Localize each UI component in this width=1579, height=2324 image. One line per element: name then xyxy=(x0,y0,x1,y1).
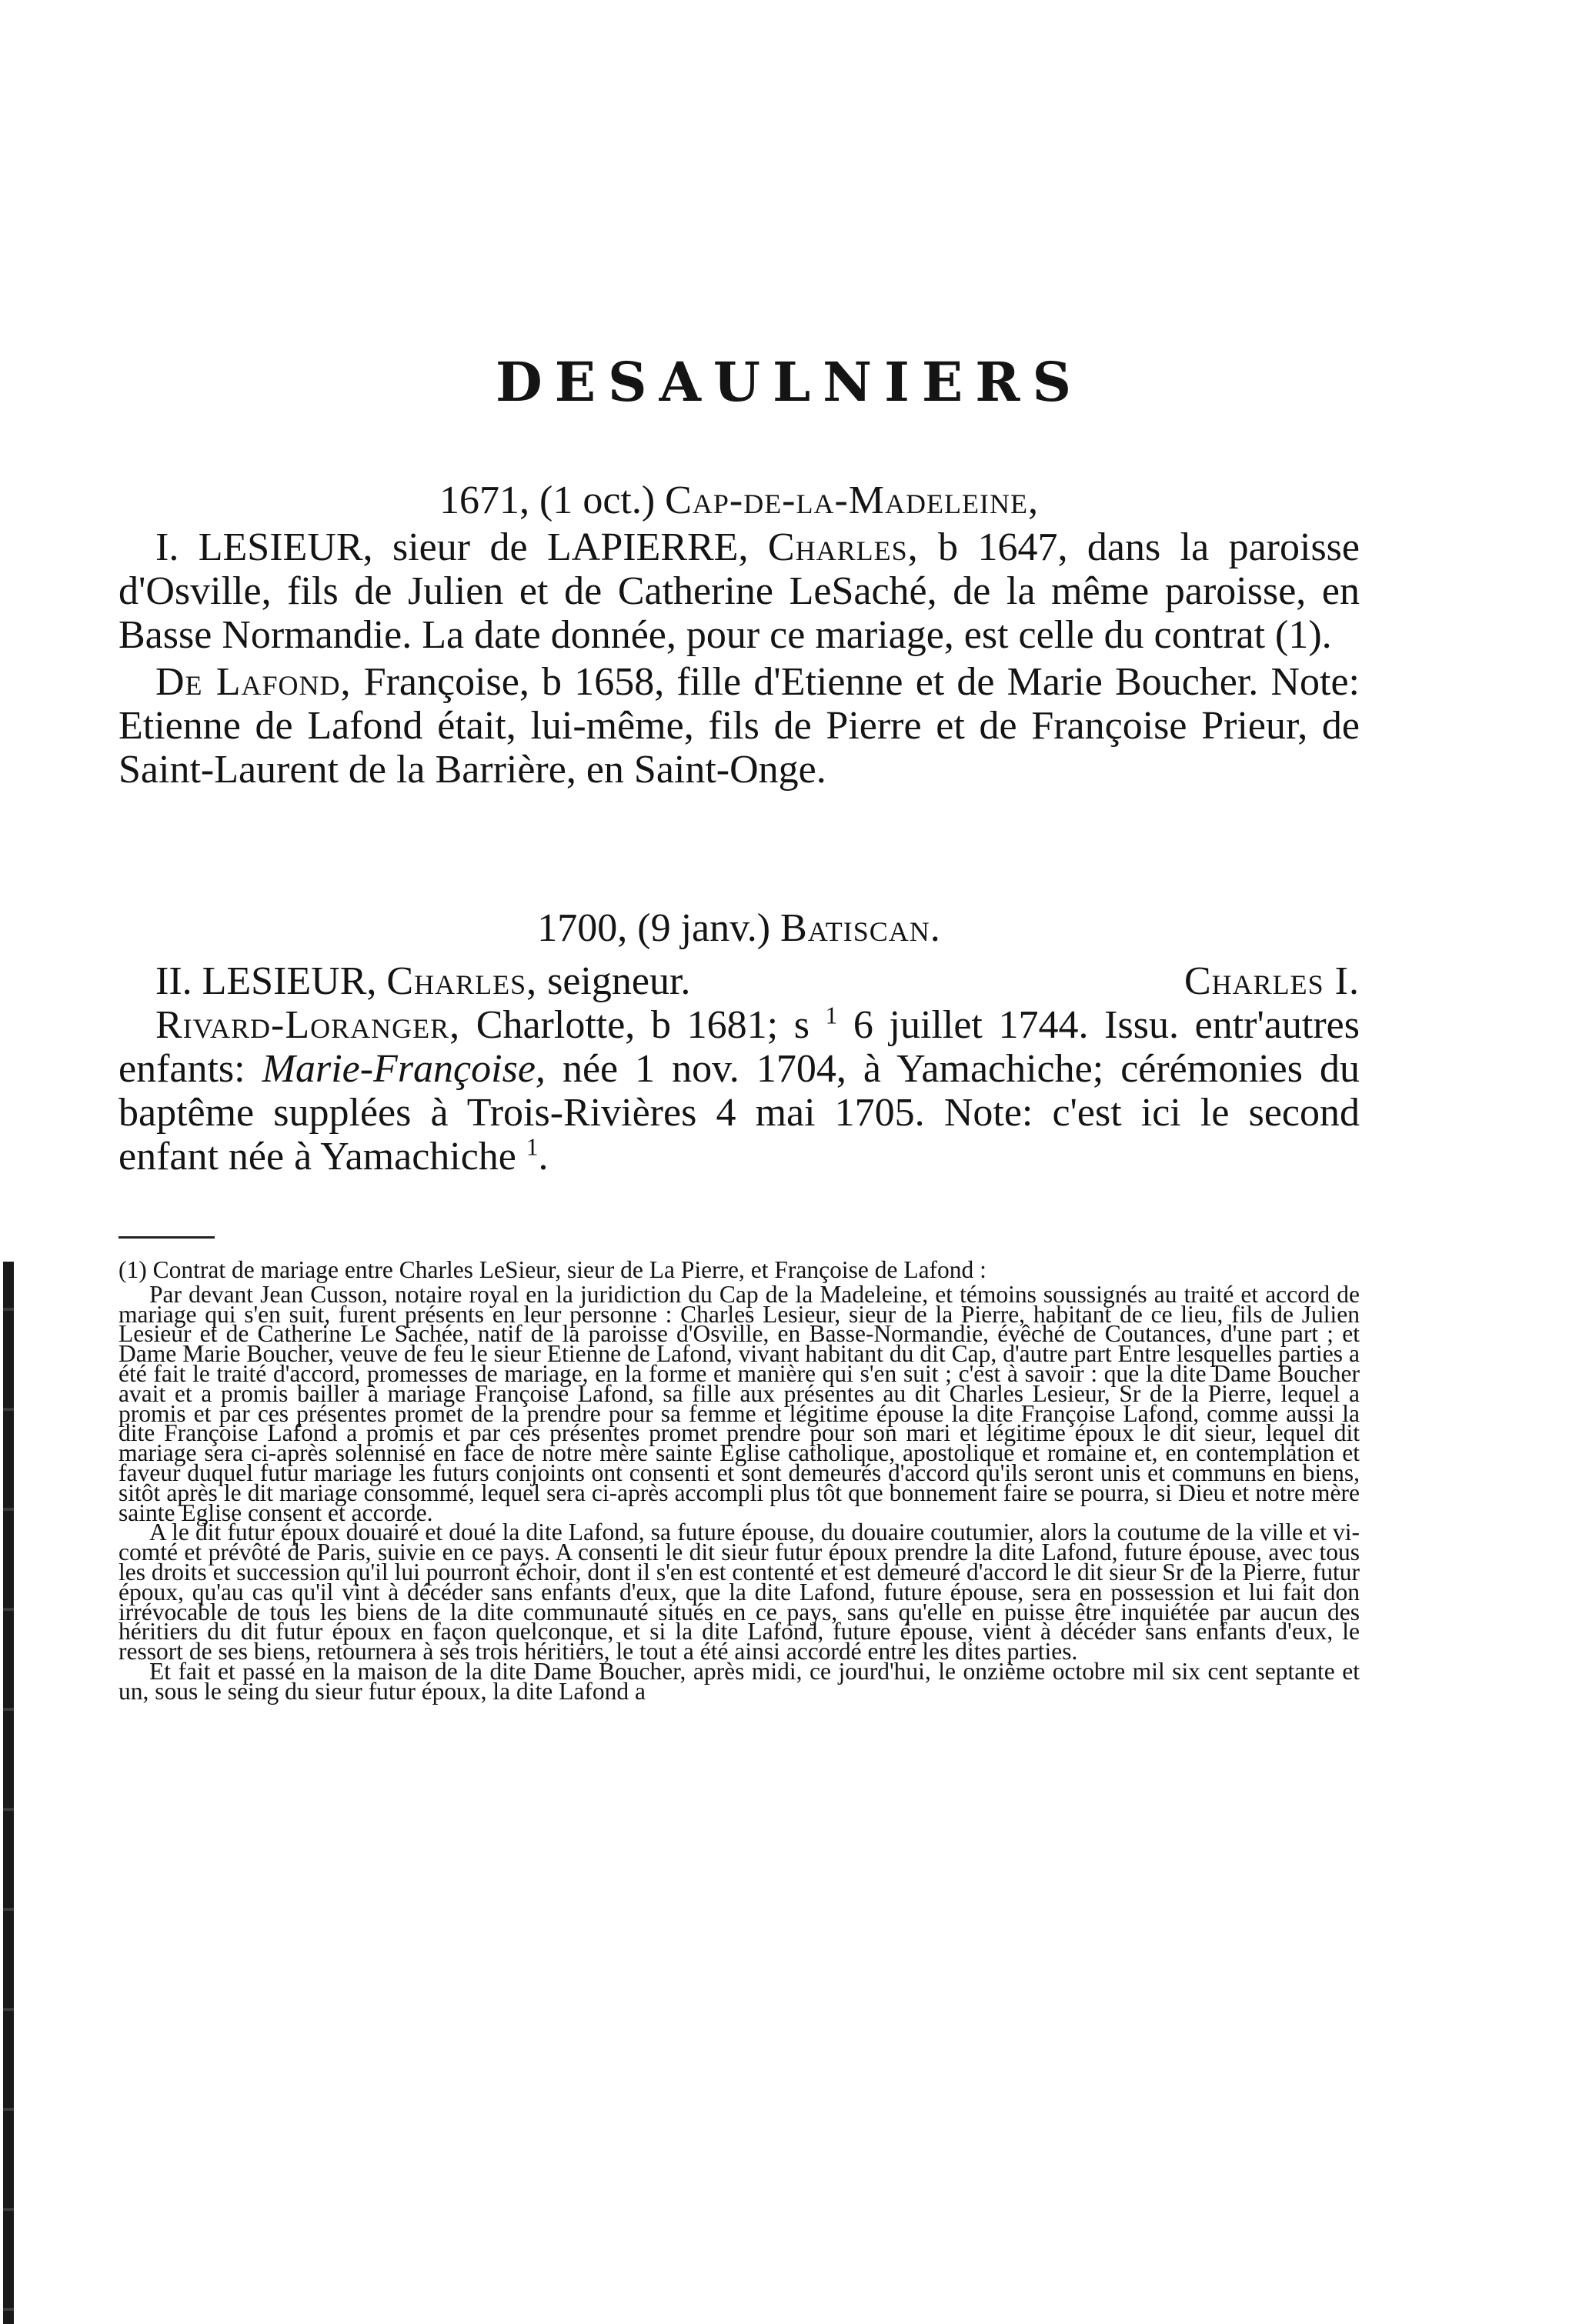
footnote-paragraph-3: Et fait et passé en la maison de la dite Dame Boucher, après midi, ce jourd'hui, le onzième octobre mil six cent septante et un, sous le seing du sieur futur époux, la dite Lafond a xyxy=(119,1657,1360,1705)
entry-2-date: 1700, (9 janv.) xyxy=(537,906,771,950)
husband-given-name: Charles, xyxy=(767,525,919,569)
husband-surname: LESIEUR, xyxy=(202,959,377,1003)
footnote-paragraph-1: Par devant Jean Cusson, notaire royal en la juridiction du Cap de la Madeleine, et témoins soussignés au traité et accord de mariage qui s'en suit, furent présents en leur personne : Charles Lesieur, sieur de la Pierre, habitant de ce lieu, fils de Julien Lesieur et de Catherine Le Sachée, natif de la paroisse d'Osville, en Basse-Normandie, évêché de Coutances, d'une part ; et Dame Marie Boucher, veuve de feu le sieur Etienne de Lafond, vivant habitant du dit Cap, d'autre part Entre lesquelles parties a été fait le traité d'accord, promesses de mariage, en la forme et manière qui s'en suit ; c'est à savoir : que la dite Dame Boucher avait et a promis bailler à mariage Françoise Lafond, sa fille aux présentes au dit Charles Lesieur, Sr de la Pierre, lequel a promis et par ces présentes promet de la prendre pour sa femme et légitime épouse la dite Françoise Lafond, comme aussi la dite Françoise Lafond a promis et par ces présentes promet prendre pour son mari et légitime époux le dit sieur, lequel dit mariage sera ci-après solennisé en face de notre mère sainte Eglise catholique, apostolique et romaine et, en contemplation et faveur duquel futur mariage les futurs conjoints ont consenti et sont demeurés d'accord qu'ils seront unis et communs en biens, sitôt après le dit mariage consommé, lequel sera ci-après accompli plus tôt que bonnement faire se pourra, si Dieu et notre mère sainte Eglise consent et accorde. xyxy=(119,1280,1360,1526)
footnote xyxy=(119,1256,1360,1705)
generation-numeral: I. xyxy=(155,525,179,569)
entry-2-header xyxy=(119,906,1360,950)
entry-1-place: Cap-de-la-Madeleine, xyxy=(665,478,1039,522)
husband-title-text: sieur de xyxy=(372,525,547,569)
superscript-ref: 1 xyxy=(526,1133,539,1161)
child-name: Marie-Françoise, xyxy=(262,1047,546,1091)
husband-details: b 1647, dans la paroisse d'Osville, fils de Julien et de Catherine LeSaché, de la même paroisse, en Basse Normandie. La date donnée, pour ce mariage, est celle du contrat (1). xyxy=(119,525,1360,657)
wife-details: 6 juillet 1744. Issu. entr'autres enfants: xyxy=(119,1003,1360,1091)
footnote-paragraph-2: A le dit futur époux douairé et doué la dite Lafond, sa future épouse, du douaire coutumier, alors la coutume de la ville et vi-comté et prévôté de Paris, suivie en ce pays. A consenti le dit sieur futur époux prendre la dite Lafond, future épouse, avec tous les droits et succession qu'il lui pourront échoir, dont il s'en est contenté et est demeuré d'accord le dit sieur Sr de la Pierre, futur époux, qu'au cas qu'il vint à décéder sans enfants d'eux, que la dite Lafond, future épouse, sera en possession et lui fait don irrévocable de tous les biens de la dite communauté situés en ce pays, sans qu'elle en puisse être inquiétée par aucun des héritiers du dit futur époux en façon quelconque, et si la dite Lafond, future épouse, vient à décéder sans enfants d'eux, le ressort de ses biens, retournera à ses trois héritiers, le tout a été ainsi accordé entre les dites parties. xyxy=(119,1519,1360,1665)
entry-1 xyxy=(119,478,1360,792)
entry-2 xyxy=(119,906,1360,1179)
scan-edge-shadow xyxy=(3,1262,14,2324)
wife-details: Charlotte, b 1681; s xyxy=(460,1003,826,1047)
footnote-rule xyxy=(119,1236,215,1239)
father-reference: Charles I. xyxy=(1183,959,1360,1003)
husband-title-text: seigneur. xyxy=(537,959,691,1003)
wife-surname: De Lafond, xyxy=(155,660,352,704)
entry-1-wife xyxy=(119,660,1360,792)
superscript-ref: 1 xyxy=(825,1002,838,1029)
page-title: DESAULNIERS xyxy=(496,350,1083,414)
entry-2-husband xyxy=(119,959,1360,1003)
entry-1-husband xyxy=(119,525,1360,657)
punctuation: . xyxy=(538,1135,549,1179)
wife-details: née 1 nov. 1704, à Yamachiche; cérémonies du baptême supplées à Trois-Rivières 4 mai 1705. Note: c'est ici le second enfant née à Yamachiche xyxy=(119,1047,1360,1179)
husband-surname: LESIEUR, xyxy=(198,525,373,569)
husband-given-name: Charles, xyxy=(386,959,538,1003)
entry-2-wife xyxy=(119,1003,1360,1179)
wife-details: Françoise, b 1658, fille d'Etienne et de Marie Boucher. Note: Etienne de Lafond était, lui-même, fils de Pierre et de Françoise Prieur, de Saint-Laurent de la Barrière, en Saint-Onge. xyxy=(119,660,1360,792)
entry-1-header xyxy=(119,478,1360,522)
generation-numeral: II. xyxy=(155,959,192,1003)
husband-seigneurie: LAPIERRE, xyxy=(547,525,749,569)
entry-1-date: 1671, (1 oct.) xyxy=(439,478,656,522)
footnote-heading: (1) Contrat de mariage entre Charles LeSieur, sieur de La Pierre, et Françoise de Lafond : xyxy=(119,1256,986,1283)
entry-2-place: Batiscan. xyxy=(780,906,941,950)
wife-surname: Rivard-Loranger, xyxy=(155,1003,461,1047)
